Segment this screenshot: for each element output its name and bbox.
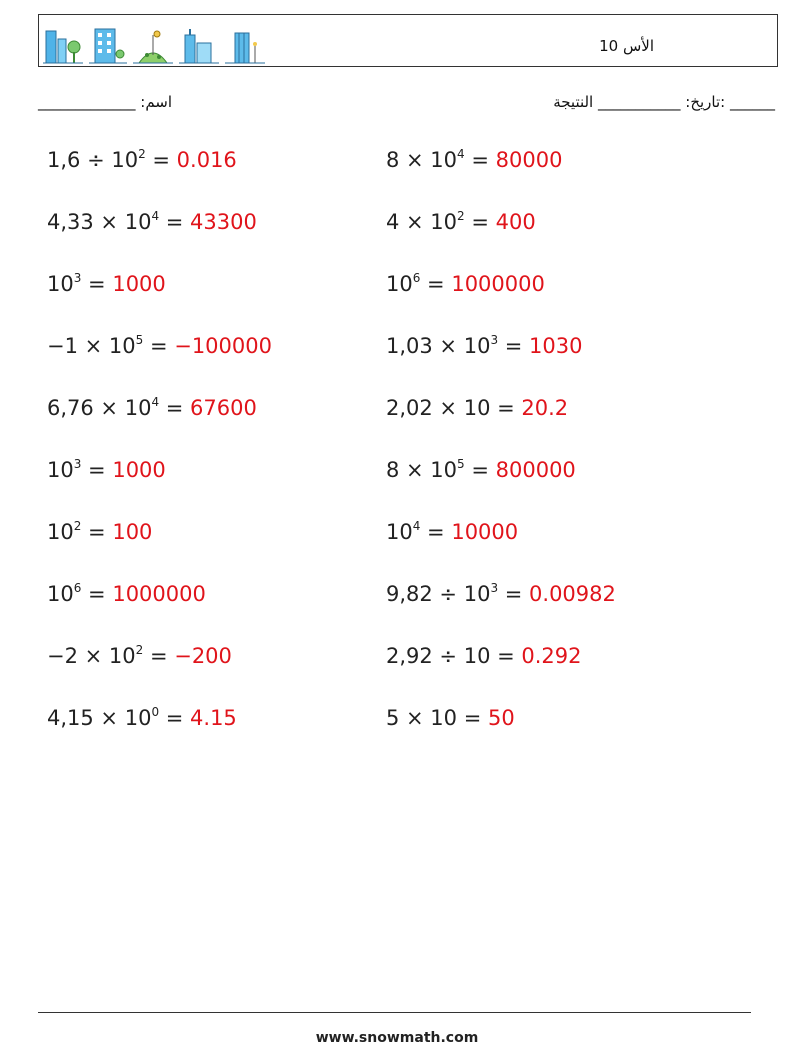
problem-expression: $10^6$ =: [386, 271, 452, 296]
park-lamp-icon: [133, 25, 173, 65]
problem-item: [386, 646, 582, 667]
problem-item: [47, 147, 237, 172]
problem-answer: 1000000: [451, 272, 545, 296]
problem-expression: 2,92 ÷ 10 =: [386, 644, 522, 668]
worksheet-header: [38, 14, 778, 67]
problem-answer: −100000: [174, 334, 272, 358]
problem-item: [47, 395, 257, 420]
problem-item: [386, 398, 568, 419]
problem-item: [386, 147, 563, 172]
tall-building-icon: [225, 25, 265, 65]
problem-answer: 80000: [495, 148, 563, 172]
problem-expression: $10^4$ =: [386, 519, 452, 544]
problem-expression: $10^3$ =: [47, 271, 113, 296]
problem-expression: $4 \times 10^2$ =: [386, 209, 496, 234]
problem-item: [47, 457, 166, 482]
problem-expression: $-2 \times 10^2$ =: [47, 643, 175, 668]
problem-item: [386, 271, 545, 296]
problem-answer: 67600: [190, 396, 257, 420]
problem-answer: 0.00982: [529, 582, 616, 606]
problem-answer: 800000: [495, 458, 576, 482]
problem-item: [386, 581, 616, 606]
problem-expression: $10^2$ =: [47, 519, 113, 544]
problem-item: [386, 333, 583, 358]
problem-item: [386, 457, 576, 482]
problem-answer: 10000: [451, 520, 519, 544]
name-field: اسم: _____________: [38, 93, 173, 111]
office-building-icon: [89, 25, 127, 65]
problem-item: [47, 705, 237, 730]
problem-item: [47, 643, 232, 668]
city-skyline-icon: [179, 25, 219, 65]
problem-answer: 4.15: [190, 706, 237, 730]
problem-expression: $8 \times 10^5$ =: [386, 457, 496, 482]
problem-expression: $9,82 \div 10^3$ =: [386, 581, 530, 606]
problem-expression: 2,02 × 10 =: [386, 396, 522, 420]
problem-answer: 43300: [190, 210, 257, 234]
worksheet-title: الأس 10: [599, 37, 654, 55]
problem-item: [47, 333, 272, 358]
problem-item: [47, 519, 153, 544]
footer-divider: [38, 1012, 751, 1013]
problem-answer: 1000: [112, 458, 166, 482]
problem-expression: $10^3$ =: [47, 457, 113, 482]
problem-expression: 5 × 10 =: [386, 706, 488, 730]
problem-expression: $6,76 \times 10^4$ =: [47, 395, 191, 420]
problem-answer: 100: [112, 520, 153, 544]
problem-answer: 50: [487, 706, 515, 730]
problem-item: [386, 209, 536, 234]
problem-expression: $-1 \times 10^5$ =: [47, 333, 175, 358]
header-icons: [43, 23, 265, 65]
city-buildings-icon: [43, 25, 83, 65]
problem-item: [47, 271, 166, 296]
problem-expression: $8 \times 10^4$ =: [386, 147, 496, 172]
problem-item: [47, 581, 206, 606]
problem-answer: 1000000: [112, 582, 206, 606]
problem-answer: 1000: [112, 272, 166, 296]
problem-expression: $10^6$ =: [47, 581, 113, 606]
problem-answer: 400: [495, 210, 536, 234]
problem-item: [47, 209, 257, 234]
problem-answer: −200: [174, 644, 232, 668]
problem-answer: 0.016: [176, 148, 237, 172]
problem-item: [386, 708, 515, 729]
problem-answer: 20.2: [521, 396, 569, 420]
problem-expression: $1,03 \times 10^3$ =: [386, 333, 530, 358]
problem-answer: 1030: [529, 334, 583, 358]
date-result-field: ______ :تاريخ: ___________ النتيجة: [553, 93, 775, 111]
problem-expression: $4,15 \times 10^0$ =: [47, 705, 191, 730]
problem-expression: $4,33 \times 10^4$ =: [47, 209, 191, 234]
footer-url: www.snowmath.com: [315, 1030, 479, 1046]
problem-item: [386, 519, 519, 544]
problem-expression: $1,6 \div 10^2$ =: [47, 147, 177, 172]
problem-answer: 0.292: [521, 644, 582, 668]
